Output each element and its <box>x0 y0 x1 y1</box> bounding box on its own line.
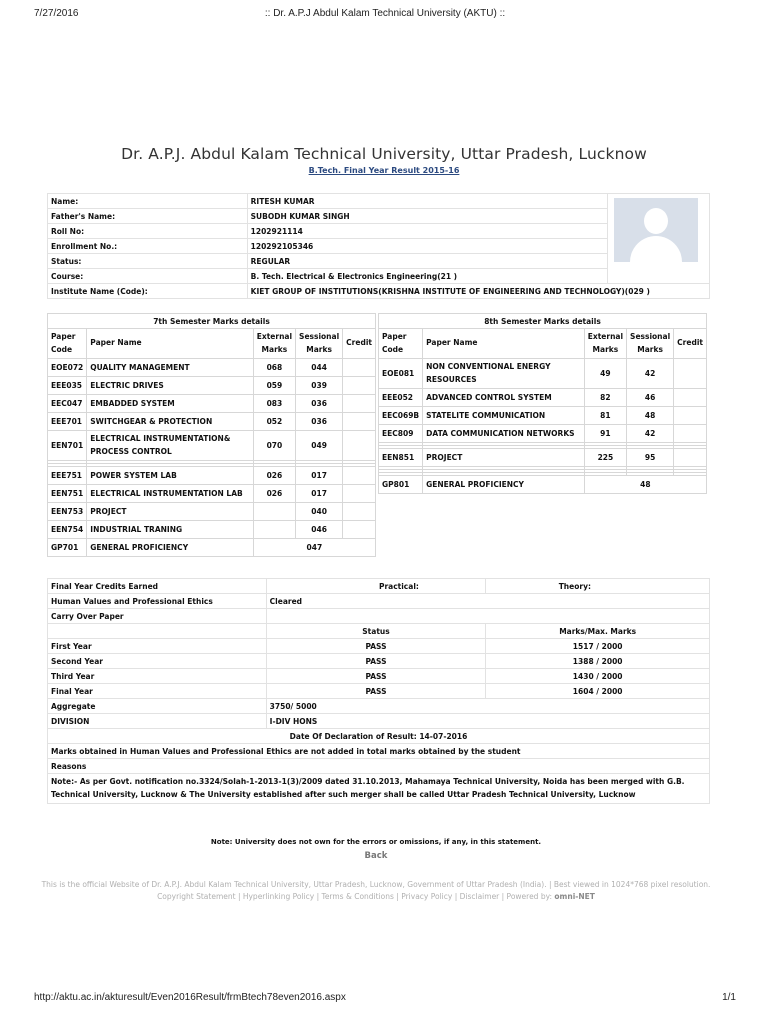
table-row <box>48 521 376 539</box>
footer-links-line <box>40 891 712 903</box>
declaration-row <box>48 729 710 744</box>
table-row <box>48 503 376 521</box>
paper-code: EEN851 <box>379 449 423 467</box>
paper-code: EEN751 <box>48 485 87 503</box>
table-row <box>379 449 707 467</box>
year-marks: 1388 / 2000 <box>486 654 710 669</box>
gp-marks: 48 <box>584 476 706 494</box>
info-label: Institute Name (Code): <box>48 284 248 299</box>
credit <box>343 377 376 395</box>
paper-name: PROJECT <box>423 449 585 467</box>
table-row <box>379 407 707 425</box>
external-marks: 82 <box>584 389 626 407</box>
paper-name: GENERAL PROFICIENCY <box>87 539 253 557</box>
year-status: PASS <box>266 654 486 669</box>
year-row <box>48 684 710 699</box>
result-title: B.Tech. Final Year Result 2015-16 <box>308 166 460 175</box>
user-silhouette-icon <box>614 198 698 262</box>
sessional-marks: 036 <box>296 395 343 413</box>
student-photo <box>608 194 710 284</box>
theory-label: Theory: <box>556 579 710 594</box>
external-marks: 059 <box>253 377 295 395</box>
info-label: Enrollment No.: <box>48 239 248 254</box>
credit <box>674 389 707 407</box>
sessional-marks: 040 <box>296 503 343 521</box>
sessional-marks: 049 <box>296 431 343 461</box>
paper-name: POWER SYSTEM LAB <box>87 467 253 485</box>
sem7-marks-table <box>47 313 376 557</box>
site-footer <box>40 879 712 902</box>
col-credit: Credit <box>674 329 707 359</box>
paper-code: EEE751 <box>48 467 87 485</box>
col-paper-code: Paper Code <box>48 329 87 359</box>
print-page-number: 1/1 <box>722 992 736 1003</box>
year-label: First Year <box>48 639 267 654</box>
credit <box>343 395 376 413</box>
sem8-marks-table <box>378 313 707 494</box>
gp-row <box>379 476 707 494</box>
col-external: External Marks <box>584 329 626 359</box>
paper-name: DATA COMMUNICATION NETWORKS <box>423 425 585 443</box>
sessional-marks: 036 <box>296 413 343 431</box>
table-row <box>48 467 376 485</box>
year-status: PASS <box>266 639 486 654</box>
status-header: Status <box>266 624 486 639</box>
credits-label: Final Year Credits Earned <box>48 579 267 594</box>
aggregate-label: Aggregate <box>48 699 267 714</box>
table-row <box>48 377 376 395</box>
col-external: External Marks <box>253 329 295 359</box>
final-result-table <box>47 578 710 804</box>
info-label: Roll No: <box>48 224 248 239</box>
info-label: Name: <box>48 194 248 209</box>
paper-name: INDUSTRIAL TRANING <box>87 521 253 539</box>
table-row <box>379 389 707 407</box>
paper-code: GP801 <box>379 476 423 494</box>
print-footer <box>34 992 736 1006</box>
paper-name: ELECTRICAL INSTRUMENTATION& PROCESS CONTROL <box>87 431 253 461</box>
sessional-marks: 42 <box>627 425 674 443</box>
gp-row <box>48 539 376 557</box>
info-value: 1202921114 <box>247 224 607 239</box>
year-status: PASS <box>266 684 486 699</box>
practical-label: Practical: <box>376 579 486 594</box>
external-marks: 068 <box>253 359 295 377</box>
year-row <box>48 639 710 654</box>
info-value: REGULAR <box>247 254 607 269</box>
paper-code: EEN753 <box>48 503 87 521</box>
declaration-date: Date Of Declaration of Result: 14-07-2016 <box>48 729 710 744</box>
sem7-header-row <box>48 329 376 359</box>
paper-name: ADVANCED CONTROL SYSTEM <box>423 389 585 407</box>
external-marks: 026 <box>253 485 295 503</box>
paper-code: EEC047 <box>48 395 87 413</box>
carry-over-label: Carry Over Paper <box>48 609 267 624</box>
paper-code: EEE701 <box>48 413 87 431</box>
credit <box>343 503 376 521</box>
info-label: Status: <box>48 254 248 269</box>
year-row <box>48 654 710 669</box>
external-marks: 49 <box>584 359 626 389</box>
year-row <box>48 669 710 684</box>
table-row <box>379 359 707 389</box>
sessional-marks: 48 <box>627 407 674 425</box>
external-marks <box>253 521 295 539</box>
reasons-row <box>48 759 710 774</box>
credit <box>674 359 707 389</box>
footer-links[interactable]: Copyright Statement | Hyperlinking Policy | Terms & Conditions | Privacy Policy | Disclaimer | Powered by: <box>157 891 553 901</box>
paper-name: EMBADDED SYSTEM <box>87 395 253 413</box>
aggregate-row <box>48 699 710 714</box>
reasons-label: Reasons <box>48 759 710 774</box>
year-marks: 1517 / 2000 <box>486 639 710 654</box>
hvpe-label: Human Values and Professional Ethics <box>48 594 267 609</box>
info-value: RITESH KUMAR <box>247 194 607 209</box>
col-paper-name: Paper Name <box>87 329 253 359</box>
table-row <box>379 425 707 443</box>
aggregate-value: 3750/ 5000 <box>266 699 709 714</box>
student-info-table <box>47 193 710 299</box>
credit <box>343 413 376 431</box>
info-value: 120292105346 <box>247 239 607 254</box>
paper-code: EEC069B <box>379 407 423 425</box>
sessional-marks: 95 <box>627 449 674 467</box>
paper-code: EOE081 <box>379 359 423 389</box>
external-marks: 052 <box>253 413 295 431</box>
col-sessional: Sessional Marks <box>296 329 343 359</box>
col-paper-name: Paper Name <box>423 329 585 359</box>
info-value: KIET GROUP OF INSTITUTIONS(KRISHNA INSTITUTE OF ENGINEERING AND TECHNOLOGY)(029 ) <box>247 284 709 299</box>
external-marks: 026 <box>253 467 295 485</box>
col-credit: Credit <box>343 329 376 359</box>
division-value: I-DIV HONS <box>266 714 709 729</box>
col-paper-code: Paper Code <box>379 329 423 359</box>
credit <box>674 449 707 467</box>
year-status: PASS <box>266 669 486 684</box>
paper-code: EEN701 <box>48 431 87 461</box>
paper-code: GP701 <box>48 539 87 557</box>
year-label: Second Year <box>48 654 267 669</box>
sessional-marks: 017 <box>296 467 343 485</box>
year-header-row <box>48 624 710 639</box>
credit <box>674 407 707 425</box>
table-row <box>48 395 376 413</box>
col-sessional: Sessional Marks <box>627 329 674 359</box>
year-marks: 1430 / 2000 <box>486 669 710 684</box>
carry-over-row <box>48 609 710 624</box>
external-marks: 91 <box>584 425 626 443</box>
table-row <box>48 359 376 377</box>
credit <box>343 521 376 539</box>
table-row <box>48 413 376 431</box>
gp-marks: 047 <box>253 539 375 557</box>
credits-row <box>48 579 710 594</box>
credit <box>343 431 376 461</box>
print-page-title: :: Dr. A.P.J Abdul Kalam Technical University (AKTU) :: <box>264 8 506 19</box>
table-row <box>48 485 376 503</box>
info-label: Father's Name: <box>48 209 248 224</box>
external-marks: 083 <box>253 395 295 413</box>
sessional-marks: 046 <box>296 521 343 539</box>
paper-code: EEE052 <box>379 389 423 407</box>
disclaimer-note: Note: University does not own for the errors or omissions, if any, in this statement. <box>210 838 542 846</box>
year-label: Final Year <box>48 684 267 699</box>
marks-header: Marks/Max. Marks <box>486 624 710 639</box>
print-date: 7/27/2016 <box>34 8 79 19</box>
back-link[interactable]: Back <box>364 851 388 861</box>
paper-code: EEE035 <box>48 377 87 395</box>
hvpe-note: Marks obtained in Human Values and Professional Ethics are not added in total marks obtained by the student <box>48 744 710 759</box>
paper-name: PROJECT <box>87 503 253 521</box>
hvpe-note-row <box>48 744 710 759</box>
paper-name: QUALITY MANAGEMENT <box>87 359 253 377</box>
sem8-header-row <box>379 329 707 359</box>
external-marks: 225 <box>584 449 626 467</box>
powered-by[interactable]: omni-NET <box>554 891 595 901</box>
paper-name: ELECTRIC DRIVES <box>87 377 253 395</box>
hvpe-value: Cleared <box>266 594 709 609</box>
external-marks: 81 <box>584 407 626 425</box>
external-marks <box>253 503 295 521</box>
info-value: SUBODH KUMAR SINGH <box>247 209 607 224</box>
print-url: http://aktu.ac.in/akturesult/Even2016Result/frmBtech78even2016.aspx <box>34 992 346 1003</box>
paper-code: EEN754 <box>48 521 87 539</box>
merger-note: Note:- As per Govt. notification no.3324/Solah-1-2013-1(3)/2009 dated 31.10.2013, Mahamaya Technical University, Noida has been merged with G.B. Technical University, Lucknow & The University established after such merger shall be called Uttar Pradesh Technical University, Lucknow <box>48 774 710 804</box>
university-title: Dr. A.P.J. Abdul Kalam Technical University, Uttar Pradesh, Lucknow <box>121 145 647 163</box>
info-row-institute <box>48 284 710 299</box>
print-header <box>34 8 736 22</box>
info-value: B. Tech. Electrical & Electronics Engineering(21 ) <box>247 269 607 284</box>
paper-name: SWITCHGEAR & PROTECTION <box>87 413 253 431</box>
credit <box>343 359 376 377</box>
paper-name: NON CONVENTIONAL ENERGY RESOURCES <box>423 359 585 389</box>
paper-name: ELECTRICAL INSTRUMENTATION LAB <box>87 485 253 503</box>
year-marks: 1604 / 2000 <box>486 684 710 699</box>
paper-code: EEC809 <box>379 425 423 443</box>
hvpe-row <box>48 594 710 609</box>
paper-code: EOE072 <box>48 359 87 377</box>
info-row-name <box>48 194 710 209</box>
sessional-marks: 017 <box>296 485 343 503</box>
footer-text: This is the official Website of Dr. A.P.J. Abdul Kalam Technical University, Uttar Pradesh, Lucknow, Government of Uttar Pradesh (India). | Best viewed in 1024*768 pixel resolution. <box>41 880 711 889</box>
sessional-marks: 42 <box>627 359 674 389</box>
division-label: DIVISION <box>48 714 267 729</box>
sessional-marks: 46 <box>627 389 674 407</box>
info-label: Course: <box>48 269 248 284</box>
sem8-title: 8th Semester Marks details <box>379 314 707 329</box>
merger-note-row <box>48 774 710 804</box>
table-row <box>48 431 376 461</box>
year-label: Third Year <box>48 669 267 684</box>
sem7-title: 7th Semester Marks details <box>48 314 376 329</box>
external-marks: 070 <box>253 431 295 461</box>
credit <box>343 467 376 485</box>
sessional-marks: 044 <box>296 359 343 377</box>
credit <box>343 485 376 503</box>
paper-name: STATELITE COMMUNICATION <box>423 407 585 425</box>
credit <box>674 425 707 443</box>
sessional-marks: 039 <box>296 377 343 395</box>
paper-name: GENERAL PROFICIENCY <box>423 476 585 494</box>
division-row <box>48 714 710 729</box>
